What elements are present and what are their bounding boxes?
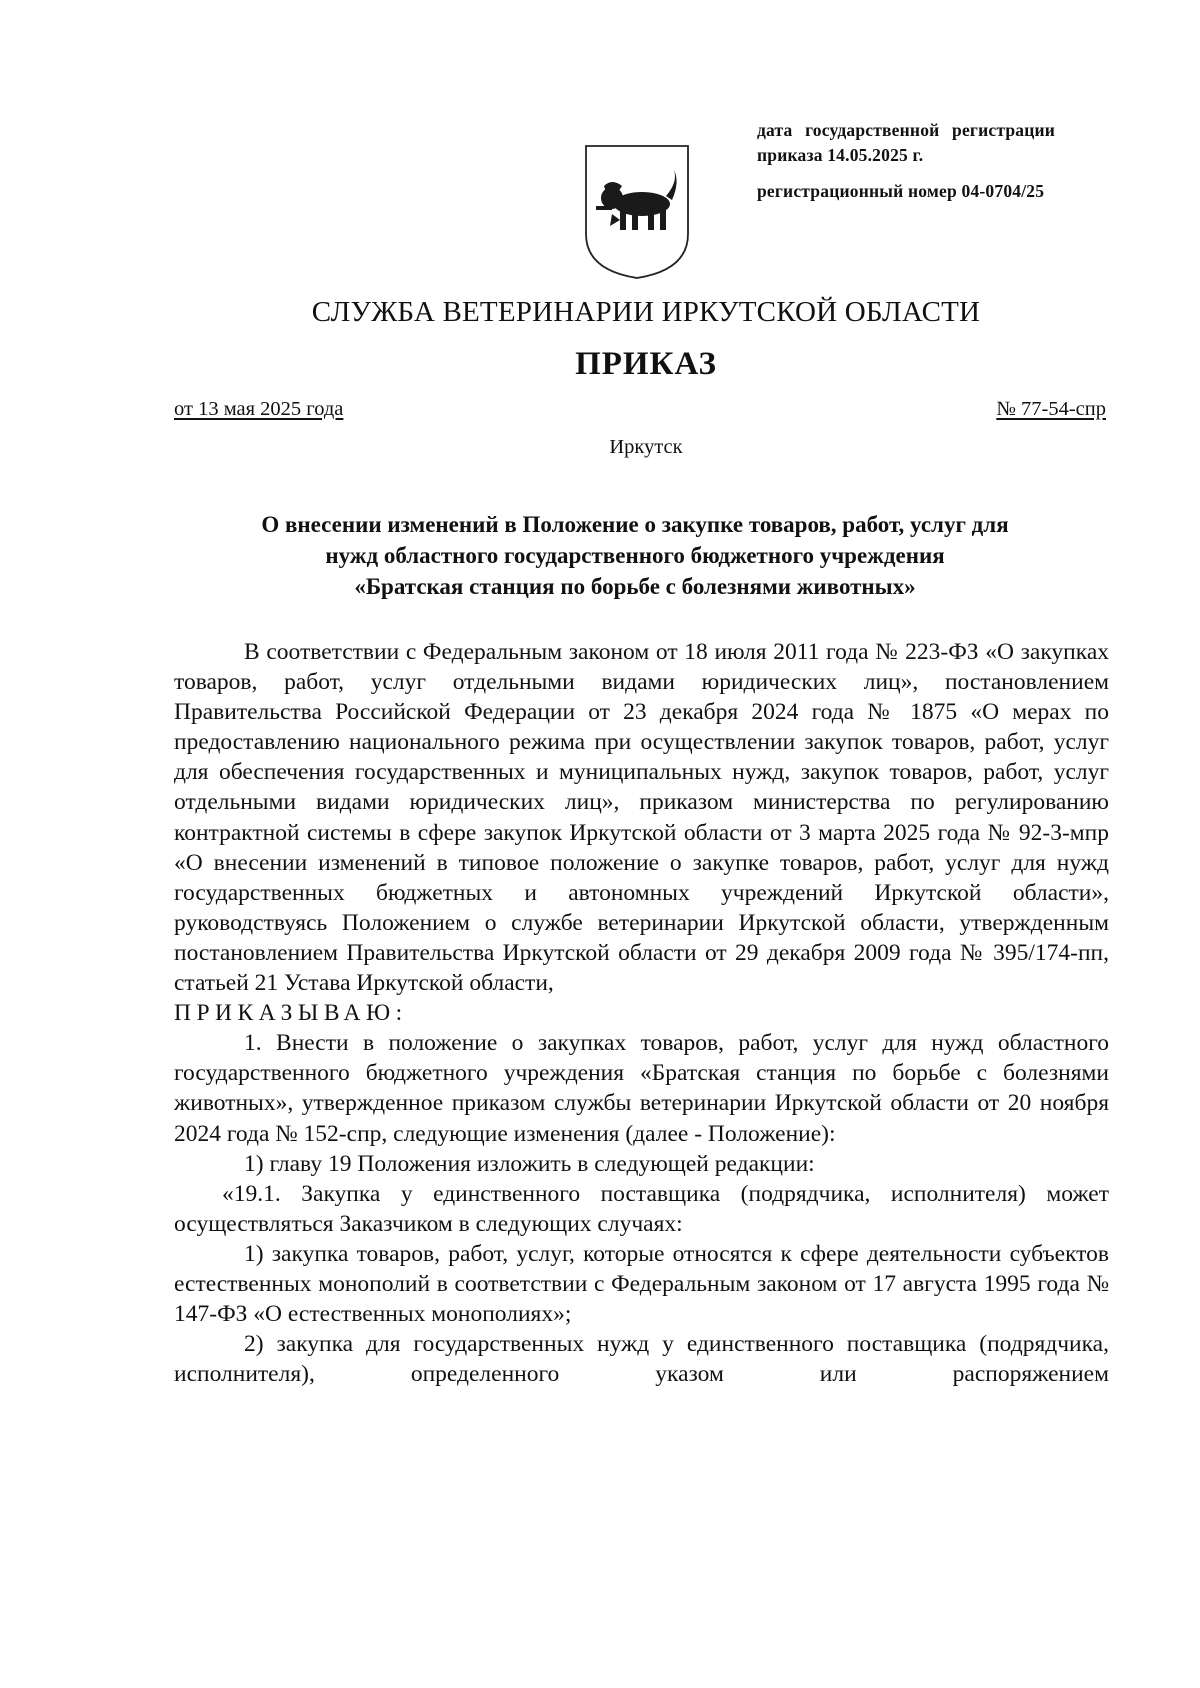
preamble-paragraph: В соответствии с Федеральным законом от 18 июля 2011 года № 223-ФЗ «О закупках товаров, работ, услуг отдельными видами юридических лиц», постановлением Правительства Российской Федерации от 23 декабря 2024 года № 1875 «О мерах по предоставлению национального режима при осуществлении закупок товаров, работ, услуг для обеспечения государственных и муниципальных нужд, закупок товаров, работ, услуг отдельными видами юридических лиц», приказом министерства по регулированию контрактной системы в сфере закупок Иркутской области от 3 марта 2025 года № 92-3-мпр «О внесении изменений в типовое положение о закупке товаров, работ, услуг для нужд государственных бюджетных и автономных учреждений Иркутской области», руководствуясь Положением о службе ветеринарии Иркутской области, утвержденным постановлением Правительства Иркутской области от 29 декабря 2009 года № 395/174-пп, статьей 21 Устава Иркутской области,	[174, 639, 1109, 997]
decree-word: ПРИКАЗЫВАЮ:	[174, 1000, 408, 1027]
clause-19-1-paragraph: «19.1. Закупка у единственного поставщика (подрядчика, исполнителя) может осуществляться Заказчиком в следующих случаях:	[174, 1180, 1109, 1237]
subject-line-3: «Братская станция по борьбе с болезнями животных»	[354, 574, 916, 599]
order-date: от 13 мая 2025 года	[174, 398, 344, 420]
registration-stamp	[757, 118, 1157, 204]
registration-number: регистрационный номер 04-0704/25	[757, 181, 1045, 201]
case-1-paragraph: 1) закупка товаров, работ, услуг, которые относятся к сфере деятельности субъектов естественных монополий в соответствии с Федеральным законом от 17 августа 1995 года № 147-ФЗ «О естественных монополиях»;	[174, 1240, 1109, 1328]
subject-line-1: О внесении изменений в Положение о закупке товаров, работ, услуг для	[261, 512, 1009, 537]
subject-line-2: нужд областного государственного бюджетного учреждения	[325, 543, 945, 568]
item-1-paragraph: 1. Внести в положение о закупках товаров, работ, услуг для нужд областного государственного бюджетного учреждения «Братская станция по борьбе с болезнями животных», утвержденное приказом службы ветеринарии Иркутской области от 20 ноября 2024 года № 152-спр, следующие изменения (далее - Положение):	[174, 1030, 1109, 1147]
registration-order-date: приказа 14.05.2025 г.	[757, 145, 924, 165]
registration-date-label: дата государственной регистрации	[757, 120, 1056, 140]
order-body	[174, 637, 1109, 1389]
city: Иркутск	[609, 436, 683, 458]
document-type-title: ПРИКАЗ	[575, 346, 717, 382]
case-2-paragraph: 2) закупка для государственных нужд у единственного поставщика (подрядчика, исполнителя), определенного указом или распоряжением	[174, 1331, 1109, 1388]
order-number: № 77-54-спр	[996, 398, 1106, 420]
item-1-subitem-1: 1) главу 19 Положения изложить в следующей редакции:	[244, 1150, 815, 1177]
order-subject	[150, 509, 1120, 602]
irkutsk-coat-of-arms-icon	[582, 142, 692, 282]
emblem-shield	[582, 142, 692, 282]
organization-title: СЛУЖБА ВЕТЕРИНАРИИ ИРКУТСКОЙ ОБЛАСТИ	[311, 296, 981, 328]
